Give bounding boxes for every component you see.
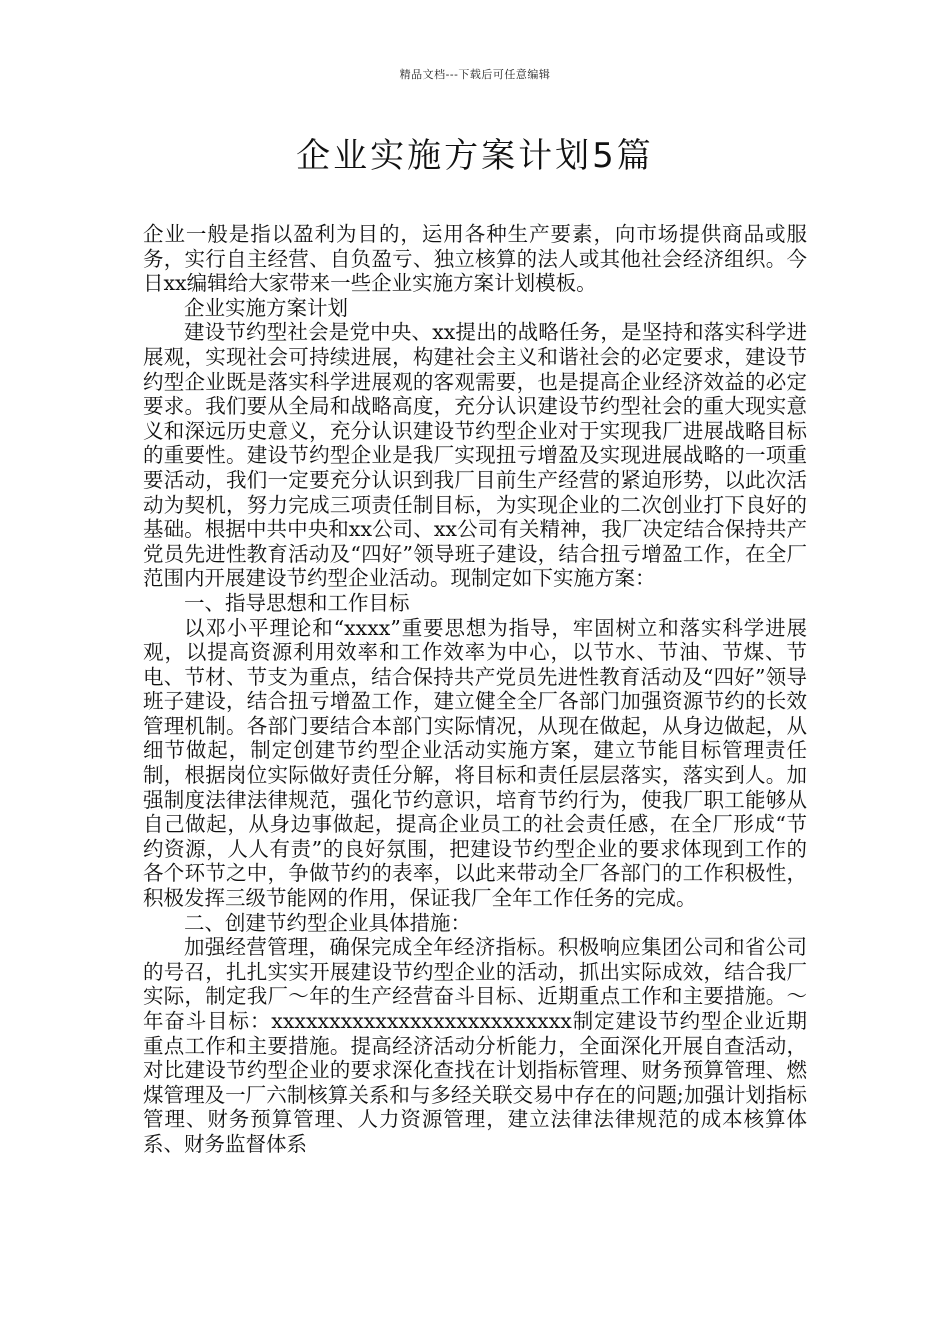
section-heading: 企业实施方案计划 xyxy=(184,295,348,320)
header-note: 精品文档---下载后可任意编辑 xyxy=(399,68,551,81)
document-title: 企业实施方案计划5篇 xyxy=(296,136,654,176)
section-heading: 一、指导思想和工作目标 xyxy=(184,590,410,615)
paragraph-intro: 企业一般是指以盈利为目的，运用各种生产要素，向市场提供商品或服务，实行自主经营、自负盈亏、独立核算的法人或其他社会经济组织。今日xx编辑给大家带来一些企业实施方案计划模板。 xyxy=(143,222,807,296)
paragraph: 以邓小平理论和“xxxx”重要思想为指导，牢固树立和落实科学进展观，以提高资源利用效率和工作效率为中心，以节水、节油、节煤、节电、节材、节支为重点，结合保持共产党员先进性教育活动及“四好”领导班子建设，结合扭亏增盈工作，建立健全全厂各部门加强资源节约的长效管理机制。各部门要结合本部门实际情况，从现在做起，从身边做起，从细节做起，制定创建节约型企业活动实施方案，建立节能目标管理责任制，根据岗位实际做好责任分解，将目标和责任层层落实，落实到人。加强制度法律法律规范，强化节约意识，培育节约行为，使我厂职工能够从自己做起，从身边事做起，提高企业员工的社会责任感，在全厂形成“节约资源，人人有责”的良好氛围，把建设节约型企业的要求体现到工作的各个环节之中，争做节约的表率，以此来带动全厂各部门的工作积极性，积极发挥三级节能网的作用，保证我厂全年工作任务的完成。 xyxy=(143,615,807,911)
paragraph: 加强经营管理，确保完成全年经济指标。积极响应集团公司和省公司的号召，扎扎实实开展建设节约型企业的活动，抓出实际成效，结合我厂实际，制定我厂～年的生产经营奋斗目标、近期重点工作和主要措施。～年奋斗目标：xxxxxxxxxxxxxxxxxxxxxxxxxx制定建设节约型企业近期重点工作和主要措施。提高经济活动分析能力，全面深化开展自查活动，对比建设节约型企业的要求深化查找在计划指标管理、财务预算管理、燃煤管理及一厂六制核算关系和与多经关联交易中存在的问题;加强计划指标管理、财务预算管理、人力资源管理，建立法律法律规范的成本核算体系、财务监督体系 xyxy=(143,935,807,1156)
section-heading: 二、创建节约型企业具体措施： xyxy=(184,910,471,935)
document-body xyxy=(143,222,807,1157)
paragraph: 建设节约型社会是党中央、xx提出的战略任务，是坚持和落实科学进展观，实现社会可持续进展，构建社会主义和谐社会的必定要求，建设节约型企业既是落实科学进展观的客观需要，也是提高企业经济效益的必定要求。我们要从全局和战略高度，充分认识建设节约型社会的重大现实意义和深远历史意义，充分认识建设节约型企业对于实现我厂进展战略目标的重要性。建设节约型企业是我厂实现扭亏增盈及实现进展战略的一项重要活动，我们一定要充分认识到我厂目前生产经营的紧迫形势，以此次活动为契机，努力完成三项责任制目标，为实现企业的二次创业打下良好的基础。根据中共中央和xx公司、xx公司有关精神，我厂决定结合保持共产党员先进性教育活动及“四好”领导班子建设，结合扭亏增盈工作，在全厂范围内开展建设节约型企业活动。现制定如下实施方案： xyxy=(143,320,807,591)
